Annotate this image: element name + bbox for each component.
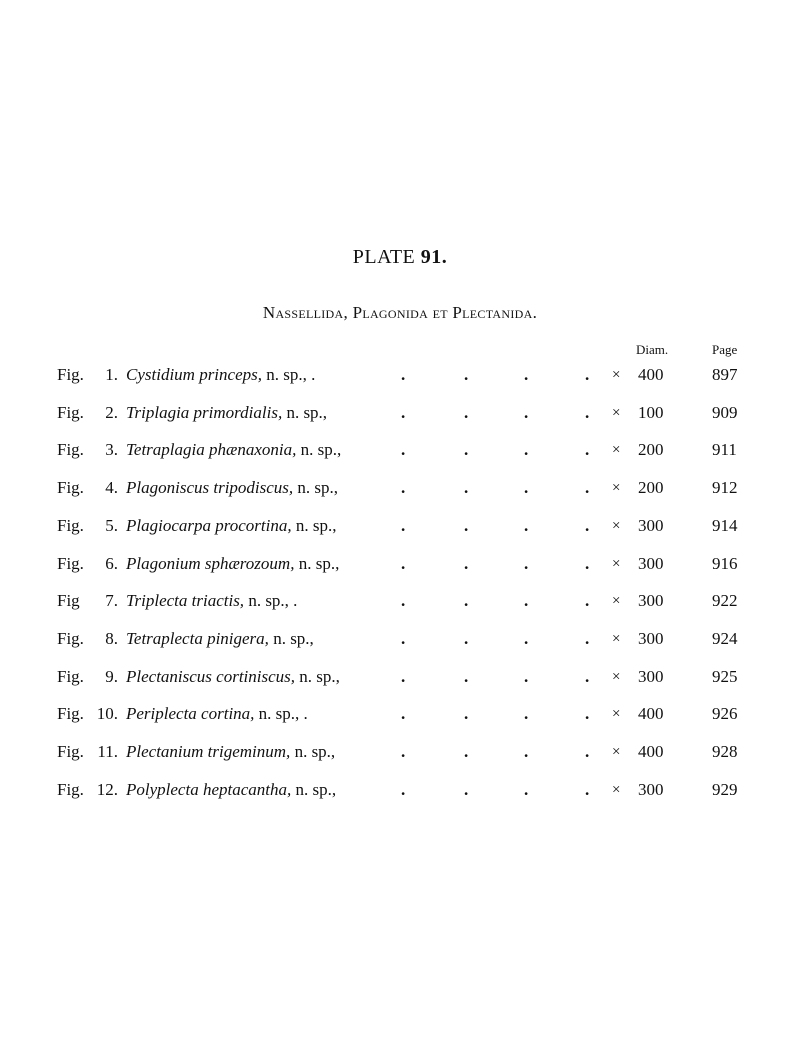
leader-dot: .: [464, 591, 469, 610]
page-number: 924: [712, 629, 738, 648]
magnification-value: 100: [638, 403, 664, 422]
magnification-value: 400: [638, 742, 664, 761]
figure-label: Fig.: [57, 704, 84, 723]
diam-column-header: Diam.: [636, 342, 669, 357]
leader-dot: .: [585, 440, 590, 459]
times-sign: ×: [612, 556, 621, 572]
figure-row: [0, 588, 800, 614]
figure-number: 6.: [105, 554, 118, 573]
species-suffix: n. sp.,: [294, 554, 340, 573]
magnification-value: 300: [638, 591, 664, 610]
figure-label: Fig.: [57, 478, 84, 497]
page-number: 922: [712, 591, 738, 610]
species-name: Triplecta triactis,: [126, 591, 245, 610]
leader-dot: .: [401, 440, 406, 459]
figure-number: 7.: [105, 591, 118, 610]
species-name: Tetraplecta pinigera,: [126, 629, 269, 648]
figure-row: [0, 513, 800, 539]
plate-subtitle: Nassellida, Plagonida et Plectanida.: [262, 303, 538, 322]
species-entry: [126, 626, 314, 652]
species-suffix: n. sp.,: [282, 403, 328, 422]
species-name: Plectaniscus cortiniscus,: [126, 667, 296, 686]
times-sign: ×: [612, 593, 621, 609]
species-name: Plagiocarpa procortina,: [126, 516, 292, 535]
leader-dot: .: [585, 478, 590, 497]
times-sign: ×: [612, 669, 621, 685]
leader-dot: .: [464, 478, 469, 497]
figure-row: [0, 551, 800, 577]
leader-dot: .: [464, 365, 469, 384]
leader-dot: .: [464, 440, 469, 459]
leader-dot: .: [401, 365, 406, 384]
species-name: Triplagia primordialis,: [126, 403, 283, 422]
leader-dot: .: [464, 403, 469, 422]
times-sign: ×: [612, 706, 621, 722]
leader-dot: .: [401, 704, 406, 723]
page-number: 911: [712, 440, 737, 459]
page-column-header: Page: [712, 342, 738, 357]
species-suffix: n. sp.,: [295, 667, 340, 686]
page-number: 926: [712, 704, 738, 723]
plate-title: [0, 246, 800, 269]
figure-number: 8.: [105, 629, 118, 648]
leader-dot: .: [464, 554, 469, 573]
times-sign: ×: [612, 405, 621, 421]
species-suffix: n. sp.,: [291, 516, 337, 535]
magnification-value: 300: [638, 554, 664, 573]
page-number: 914: [712, 516, 738, 535]
page-number: 897: [712, 365, 738, 384]
species-suffix: n. sp.,: [296, 440, 342, 459]
plate-number: 91.: [420, 246, 448, 268]
leader-dot: .: [585, 403, 590, 422]
figure-label: Fig.: [57, 516, 84, 535]
leader-dot: .: [585, 365, 590, 384]
species-name: Plagoniscus tripodiscus,: [126, 478, 294, 497]
page-number: 929: [712, 780, 738, 799]
magnification-value: 400: [638, 704, 664, 723]
species-entry: [126, 362, 315, 388]
leader-dot: .: [524, 667, 529, 686]
figure-row: [0, 664, 800, 690]
leader-dot: .: [585, 516, 590, 535]
figure-row: [0, 777, 800, 803]
species-suffix: n. sp.,: [293, 478, 339, 497]
leader-dot: .: [401, 742, 406, 761]
species-entry: [126, 475, 338, 501]
leader-dot: .: [464, 629, 469, 648]
leader-dot: .: [524, 365, 529, 384]
species-name: Plectanium trigeminum,: [126, 742, 291, 761]
leader-dot: .: [524, 554, 529, 573]
page-number: 928: [712, 742, 738, 761]
magnification-value: 200: [638, 478, 664, 497]
figure-row: [0, 437, 800, 463]
leader-dot: .: [524, 629, 529, 648]
times-sign: ×: [612, 744, 621, 760]
leader-dot: .: [585, 554, 590, 573]
figure-row: [0, 739, 800, 765]
figure-number: 2.: [105, 403, 118, 422]
leader-dot: .: [401, 591, 406, 610]
species-suffix: n. sp.,: [268, 629, 314, 648]
species-entry: [126, 701, 308, 727]
leader-dot: .: [524, 478, 529, 497]
leader-dot: .: [585, 742, 590, 761]
species-entry: [126, 551, 339, 577]
figure-label: Fig.: [57, 365, 84, 384]
species-name: Plagonium sphærozoum,: [126, 554, 295, 573]
species-suffix: n. sp., .: [244, 591, 298, 610]
species-entry: [126, 664, 340, 690]
leader-dot: .: [585, 591, 590, 610]
leader-dot: .: [524, 403, 529, 422]
species-entry: [126, 777, 336, 803]
times-sign: ×: [612, 480, 621, 496]
magnification-value: 300: [638, 629, 664, 648]
figure-number: 3.: [105, 440, 118, 459]
figure-number: 9.: [105, 667, 118, 686]
times-sign: ×: [612, 367, 621, 383]
page-number: 925: [712, 667, 738, 686]
leader-dot: .: [401, 516, 406, 535]
figure-number: 5.: [105, 516, 118, 535]
page-number: 912: [712, 478, 738, 497]
figure-label: Fig.: [57, 554, 84, 573]
figure-label: Fig.: [57, 780, 84, 799]
figure-row: [0, 626, 800, 652]
species-suffix: n. sp.,: [290, 742, 336, 761]
species-name: Periplecta cortina,: [126, 704, 255, 723]
leader-dot: .: [464, 742, 469, 761]
leader-dot: .: [524, 704, 529, 723]
leader-dot: .: [585, 780, 590, 799]
leader-dot: .: [464, 780, 469, 799]
leader-dot: .: [464, 704, 469, 723]
figure-label: Fig.: [57, 403, 84, 422]
figure-label: Fig.: [57, 742, 84, 761]
species-name: Tetraplagia phænaxonia,: [126, 440, 297, 459]
figure-label: Fig.: [57, 667, 84, 686]
leader-dot: .: [464, 667, 469, 686]
leader-dot: .: [524, 591, 529, 610]
magnification-value: 200: [638, 440, 664, 459]
figure-number: 10.: [96, 704, 118, 723]
leader-dot: .: [524, 742, 529, 761]
plate-label: PLATE: [352, 246, 416, 268]
species-suffix: n. sp.,: [291, 780, 337, 799]
figure-row: [0, 701, 800, 727]
figure-number: 1.: [105, 365, 118, 384]
leader-dot: .: [585, 629, 590, 648]
figure-label: Fig.: [57, 440, 84, 459]
leader-dot: .: [401, 780, 406, 799]
times-sign: ×: [612, 442, 621, 458]
leader-dot: .: [524, 780, 529, 799]
leader-dot: .: [401, 403, 406, 422]
leader-dot: .: [585, 704, 590, 723]
figure-row: [0, 362, 800, 388]
times-sign: ×: [612, 631, 621, 647]
magnification-value: 300: [638, 516, 664, 535]
leader-dot: .: [464, 516, 469, 535]
figure-number: 4.: [105, 478, 118, 497]
figure-row: [0, 400, 800, 426]
magnification-value: 300: [638, 667, 664, 686]
figure-number: 11.: [97, 742, 118, 761]
leader-dot: .: [524, 516, 529, 535]
figure-row: [0, 475, 800, 501]
species-entry: [126, 739, 335, 765]
leader-dot: .: [401, 629, 406, 648]
magnification-value: 300: [638, 780, 664, 799]
times-sign: ×: [612, 518, 621, 534]
leader-dot: .: [401, 554, 406, 573]
figure-number: 12.: [96, 780, 118, 799]
species-entry: [126, 400, 327, 426]
species-entry: [126, 588, 297, 614]
times-sign: ×: [612, 782, 621, 798]
leader-dot: .: [401, 478, 406, 497]
species-entry: [126, 437, 341, 463]
leader-dot: .: [524, 440, 529, 459]
magnification-value: 400: [638, 365, 664, 384]
species-name: Polyplecta heptacantha,: [126, 780, 292, 799]
figure-label: Fig: [57, 591, 80, 610]
leader-dot: .: [585, 667, 590, 686]
page-number: 909: [712, 403, 738, 422]
species-name: Cystidium princeps,: [126, 365, 262, 384]
leader-dot: .: [401, 667, 406, 686]
species-suffix: n. sp., .: [254, 704, 308, 723]
figure-label: Fig.: [57, 629, 84, 648]
species-entry: [126, 513, 336, 539]
species-suffix: n. sp., .: [262, 365, 316, 384]
page-number: 916: [712, 554, 738, 573]
